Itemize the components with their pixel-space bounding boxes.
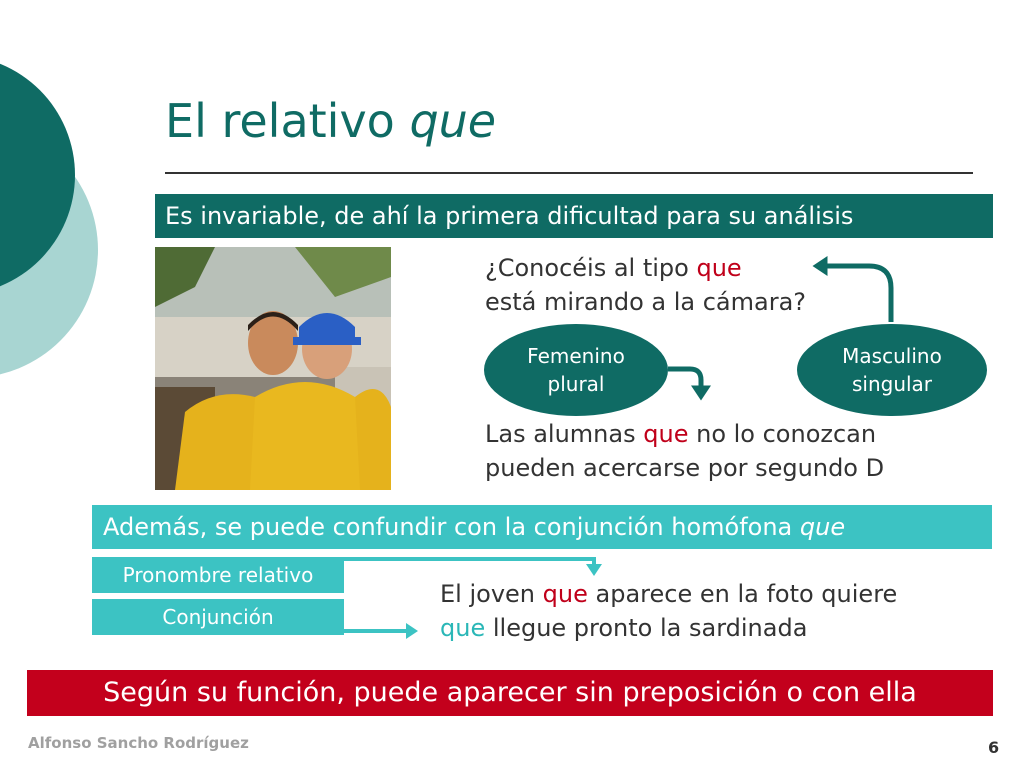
oval-masculino-singular: Masculino singular [797, 324, 987, 416]
question-text: ¿Conocéis al tipo que está mirando a la cámara? [485, 254, 807, 316]
arrow-pronombre-to-que [340, 559, 594, 570]
invariable-box: Es invariable, de ahí la primera dificultad para su análisis [155, 194, 993, 238]
footer-author: Alfonso Sancho Rodríguez [28, 734, 249, 752]
ademas-box: Además, se puede confundir con la conjunción homófona que [92, 505, 992, 549]
conjuncion-label: Conjunción [92, 599, 344, 635]
arrow-femenino-to-alumnas [668, 369, 701, 393]
joven-sentence: El joven que aparece en la foto quiere que llegue pronto la sardinada [440, 580, 898, 642]
segun-funcion-box: Según su función, puede aparecer sin preposición o con ella [27, 670, 993, 716]
pronombre-relativo-label: Pronombre relativo [92, 557, 344, 593]
page-number: 6 [988, 738, 1000, 757]
oval-femenino-plural: Femenino plural [484, 324, 668, 416]
alumnas-sentence: Las alumnas que no lo conozcan pueden acercarse por segundo D [485, 420, 885, 482]
slide-title: El relativo que [165, 94, 497, 148]
arrow-masculino-to-que [820, 266, 891, 322]
